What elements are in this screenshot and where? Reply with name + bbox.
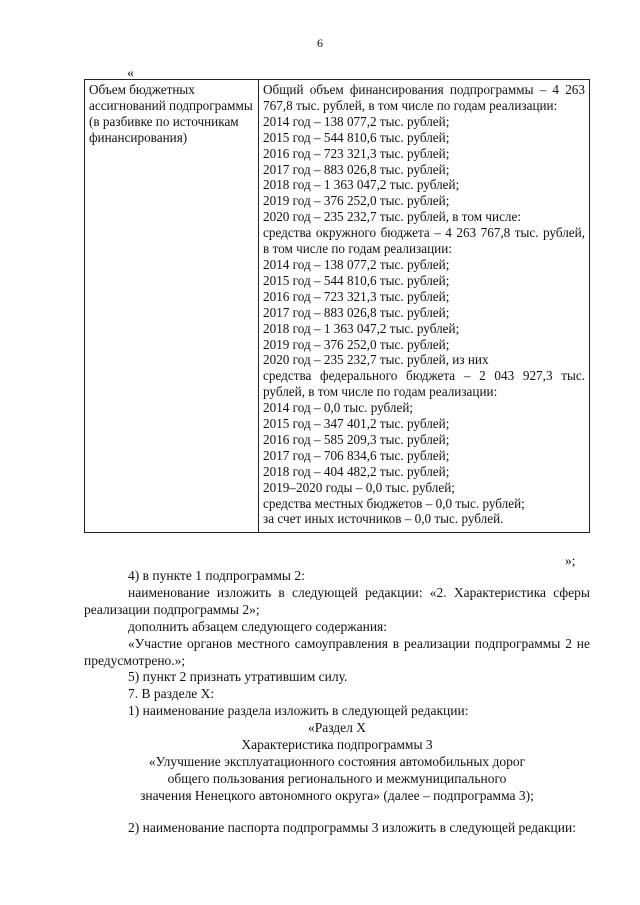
total-year-line: 2020 год – 235 232,7 тыс. рублей, в том числе:	[263, 209, 522, 225]
financing-cell	[259, 80, 590, 533]
total-year-line: 2017 год – 883 026,8 тыс. рублей;	[263, 161, 450, 177]
district-year-line: 2014 год – 138 077,2 тыс. рублей;	[263, 256, 450, 272]
federal-year-line: 2015 год – 347 401,2 тыс. рублей;	[263, 416, 450, 432]
total-year-line: 2016 год – 723 321,3 тыс. рублей;	[263, 145, 450, 161]
subprogram-name-line: общего пользования регионального и межмуниципального	[167, 770, 507, 786]
amendment-item-4: 4) в пункте 1 подпрограммы 2:	[128, 568, 305, 583]
federal-budget-intro: средства федерального бюджета – 2 043 927,3 тыс. рублей, в том числе по годам реализации:	[263, 368, 585, 400]
add-paragraph-instruction: дополнить абзацем следующего содержания:	[128, 618, 388, 634]
federal-year-line: 2014 год – 0,0 тыс. рублей;	[263, 400, 414, 416]
total-year-line: 2015 год – 544 810,6 тыс. рублей;	[263, 129, 450, 145]
rename-instruction: наименование изложить в следующей редакции: «2. Характеристика сферы реализации подпрограммы 2»;	[84, 584, 590, 617]
local-budgets-line: средства местных бюджетов – 0,0 тыс. рублей;	[263, 495, 525, 511]
federal-year-line: 2018 год – 404 482,2 тыс. рублей;	[263, 463, 450, 479]
amendment-item-5: 5) пункт 2 признать утратившим силу.	[128, 669, 348, 685]
total-year-line: 2019 год – 376 252,0 тыс. рублей;	[263, 193, 450, 209]
total-year-line: 2014 год – 138 077,2 тыс. рублей;	[263, 113, 450, 129]
row-header-cell: Объем бюджетных ассигнований подпрограммы (в разбивке по источникам финансирования)	[85, 80, 259, 533]
total-year-line: 2018 год – 1 363 047,2 тыс. рублей;	[263, 177, 460, 193]
district-year-line: 2017 год – 883 026,8 тыс. рублей;	[263, 304, 450, 320]
district-year-line: 2016 год – 723 321,3 тыс. рублей;	[263, 288, 450, 304]
document-body	[84, 568, 590, 837]
district-year-line: 2018 год – 1 363 047,2 тыс. рублей;	[263, 320, 460, 336]
closing-quote-mark: »;	[565, 553, 576, 568]
financing-intro: Общий объем финансирования подпрограммы – 4 263 767,8 тыс. рублей, в том числе по годам реализации:	[263, 82, 585, 113]
district-year-line: 2020 год – 235 232,7 тыс. рублей, из них	[263, 352, 489, 368]
federal-year-line: 2017 год – 706 834,6 тыс. рублей;	[263, 447, 450, 463]
passport-rename-instruction: 2) наименование паспорта подпрограммы 3 изложить в следующей редакции:	[128, 819, 576, 835]
section-rename-instruction: 1) наименование раздела изложить в следующей редакции:	[128, 703, 469, 719]
federal-year-line: 2019–2020 годы – 0,0 тыс. рублей;	[263, 479, 455, 495]
table-row	[85, 80, 590, 533]
section-subtitle: Характеристика подпрограммы 3	[241, 737, 433, 753]
subprogram-name-line: «Улучшение эксплуатационного состояния автомобильных дорог	[148, 753, 526, 769]
district-year-line: 2015 год – 544 810,6 тыс. рублей;	[263, 272, 450, 288]
page-number: 6	[317, 36, 323, 50]
added-paragraph-text: «Участие органов местного самоуправления в реализации подпрограммы 2 не предусмотрено.»;	[84, 635, 590, 668]
district-budget-intro: средства окружного бюджета – 4 263 767,8 тыс. рублей, в том числе по годам реализации:	[263, 225, 585, 257]
subprogram-name-line: значения Ненецкого автономного округа» (далее – подпрограмма 3);	[140, 787, 534, 803]
federal-year-line: 2016 год – 585 209,3 тыс. рублей;	[263, 431, 450, 447]
opening-quote-mark: «	[127, 66, 134, 81]
section-7-heading: 7. В разделе X:	[128, 686, 215, 702]
subprogram-passport-table	[84, 79, 590, 533]
other-sources-line: за счет иных источников – 0,0 тыс. рублей.	[263, 511, 504, 527]
district-year-line: 2019 год – 376 252,0 тыс. рублей;	[263, 336, 450, 352]
section-title: «Раздел X	[307, 720, 367, 736]
